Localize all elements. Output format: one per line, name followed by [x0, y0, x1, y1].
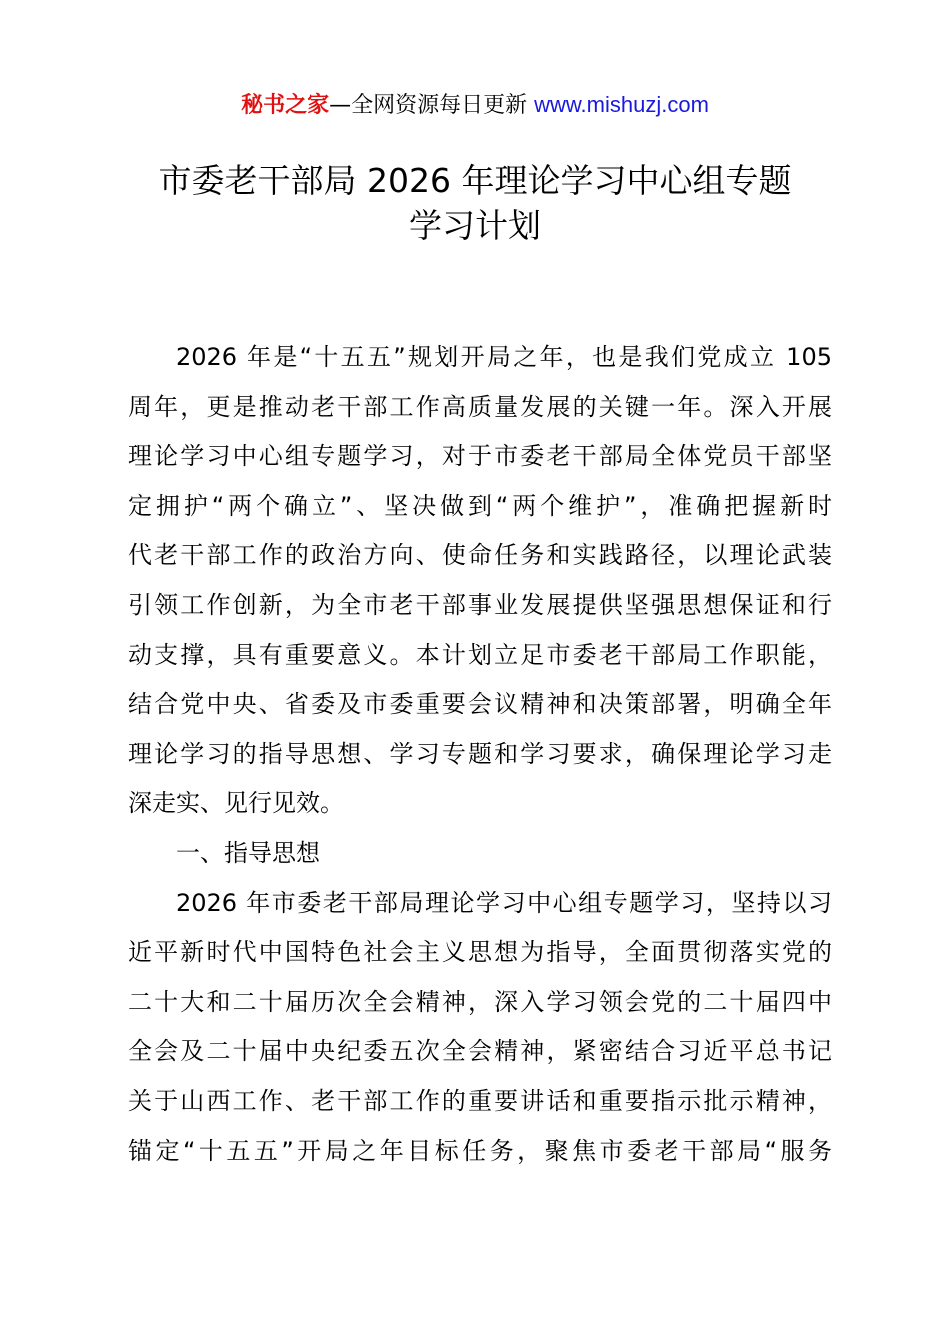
body-line: 锚定“十五五”开局之年目标任务，聚焦市委老干部局“服务: [128, 1136, 832, 1165]
body-line: 理论学习中心组专题学习，对于市委老干部局全体党员干部坚: [128, 442, 832, 471]
section-heading-guiding-ideology: 一、指导思想: [176, 838, 320, 867]
body-line: 全会及二十届中央纪委五次全会精神，紧密结合习近平总书记: [128, 1037, 832, 1066]
body-line: 深走实、见行见效。: [128, 789, 344, 818]
body-line: 代老干部工作的政治方向、使命任务和实践路径，以理论武装: [128, 541, 832, 570]
title-line-2: 学习计划: [409, 206, 541, 245]
title-line-1: 市委老干部局 2026 年理论学习中心组专题: [158, 161, 792, 200]
body-line: 二十大和二十届历次全会精神，深入学习领会党的二十届四中: [128, 987, 832, 1016]
body-line: 关于山西工作、老干部工作的重要讲话和重要指示批示精神，: [128, 1086, 832, 1115]
body-line: 动支撑，具有重要意义。本计划立足市委老干部局工作职能，: [128, 640, 832, 669]
site-header: [0, 88, 950, 123]
body-line: 周年，更是推动老干部工作高质量发展的关键一年。深入开展: [128, 392, 832, 421]
body-line: 近平新时代中国特色社会主义思想为指导，全面贯彻落实党的: [128, 938, 832, 967]
body-line: 2026 年市委老干部局理论学习中心组专题学习，坚持以习: [176, 888, 832, 917]
site-name: 秘书之家: [241, 93, 330, 118]
body-line: 定拥护“两个确立”、坚决做到“两个维护”，准确把握新时: [128, 491, 832, 520]
body-line: 理论学习的指导思想、学习专题和学习要求，确保理论学习走: [128, 739, 832, 768]
body-line: 结合党中央、省委及市委重要会议精神和决策部署，明确全年: [128, 690, 832, 719]
document-body: [128, 333, 832, 1176]
site-tagline: —全网资源每日更新: [329, 93, 535, 118]
site-url-link[interactable]: www.mishuzj.com: [534, 92, 709, 117]
body-line: 2026 年是“十五五”规划开局之年，也是我们党成立 105: [176, 343, 832, 371]
document-title: [100, 158, 850, 248]
body-line: 引领工作创新，为全市老干部事业发展提供坚强思想保证和行: [128, 590, 832, 619]
